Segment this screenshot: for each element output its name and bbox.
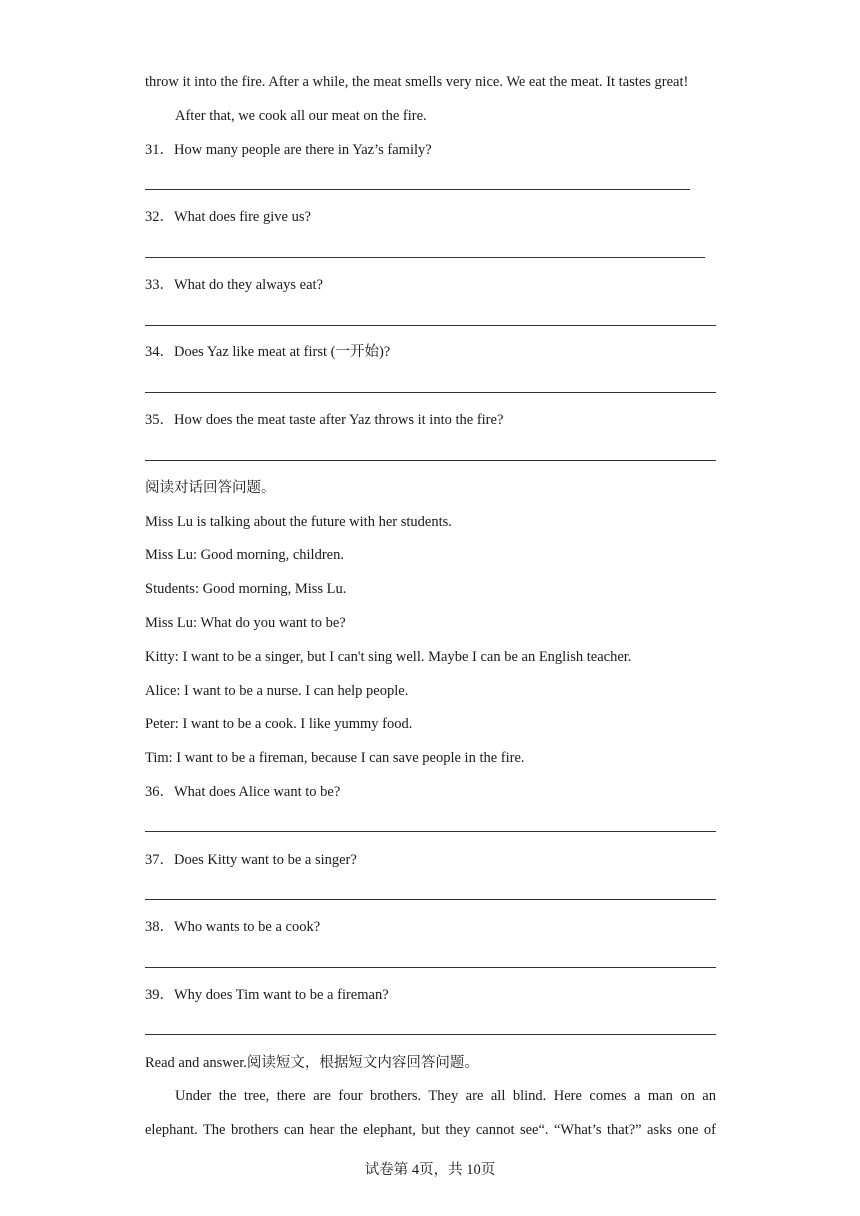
question-text: What do they always eat?: [174, 277, 323, 293]
answer-line[interactable]: [145, 831, 716, 832]
passage-line: After that, we cook all our meat on the fire.: [175, 108, 427, 124]
passage-line: elephant. The brothers can hear the elephant, but they cannot see“. “What’s that?” asks one of: [145, 1122, 716, 1138]
question-32: [145, 207, 311, 227]
question-number: 32．: [145, 209, 174, 225]
question-text: Does Kitty want to be a singer?: [174, 852, 357, 868]
question-text: How does the meat taste after Yaz throws it into the fire?: [174, 412, 504, 428]
question-number: 36．: [145, 784, 174, 800]
page-footer: 试卷第 4页，共 10页: [364, 1162, 496, 1178]
answer-line[interactable]: [145, 189, 690, 190]
question-39: [145, 985, 389, 1005]
question-36: [145, 782, 340, 802]
dialogue-line: Peter: I want to be a cook. I like yummy food.: [145, 716, 413, 732]
answer-line[interactable]: [145, 392, 716, 393]
dialogue-line: Students: Good morning, Miss Lu.: [145, 581, 347, 597]
dialogue-line: Miss Lu: Good morning, children.: [145, 547, 344, 563]
answer-line[interactable]: [145, 460, 716, 461]
section-instruction: 阅读对话回答问题。: [145, 480, 276, 496]
answer-line[interactable]: [145, 967, 716, 968]
question-text: Why does Tim want to be a fireman?: [174, 987, 389, 1003]
question-text: How many people are there in Yaz’s family?: [174, 142, 432, 158]
question-38: [145, 917, 320, 937]
question-number: 31．: [145, 142, 174, 158]
question-33: [145, 275, 323, 295]
dialogue-line: Miss Lu: What do you want to be?: [145, 615, 346, 631]
question-number: 39．: [145, 987, 174, 1003]
dialogue-line: Kitty: I want to be a singer, but I can't sing well. Maybe I can be an English teacher.: [145, 649, 632, 665]
dialogue-line: Alice: I want to be a nurse. I can help people.: [145, 683, 409, 699]
question-number: 34．: [145, 344, 174, 360]
passage-line: Under the tree, there are four brothers. They are all blind. Here comes a man on an: [175, 1088, 716, 1104]
answer-line[interactable]: [145, 325, 716, 326]
question-number: 37．: [145, 852, 174, 868]
question-text: What does Alice want to be?: [174, 784, 341, 800]
answer-line[interactable]: [145, 257, 705, 258]
question-34: [145, 342, 390, 362]
question-number: 35．: [145, 412, 174, 428]
question-text: Who wants to be a cook?: [174, 919, 321, 935]
section-instruction: Read and answer.阅读短文，根据短文内容回答问题。: [145, 1055, 479, 1071]
question-37: [145, 850, 357, 870]
question-text: Does Yaz like meat at first (一开始)?: [174, 344, 391, 360]
question-number: 38．: [145, 919, 174, 935]
question-number: 33．: [145, 277, 174, 293]
question-31: [145, 140, 432, 160]
passage-line: throw it into the fire. After a while, the meat smells very nice. We eat the meat. It tastes great!: [145, 74, 689, 90]
dialogue-line: Tim: I want to be a fireman, because I can save people in the fire.: [145, 750, 525, 766]
question-35: [145, 410, 503, 430]
answer-line[interactable]: [145, 1034, 716, 1035]
question-text: What does fire give us?: [174, 209, 311, 225]
dialogue-intro: Miss Lu is talking about the future with her students.: [145, 514, 452, 530]
answer-line[interactable]: [145, 899, 716, 900]
